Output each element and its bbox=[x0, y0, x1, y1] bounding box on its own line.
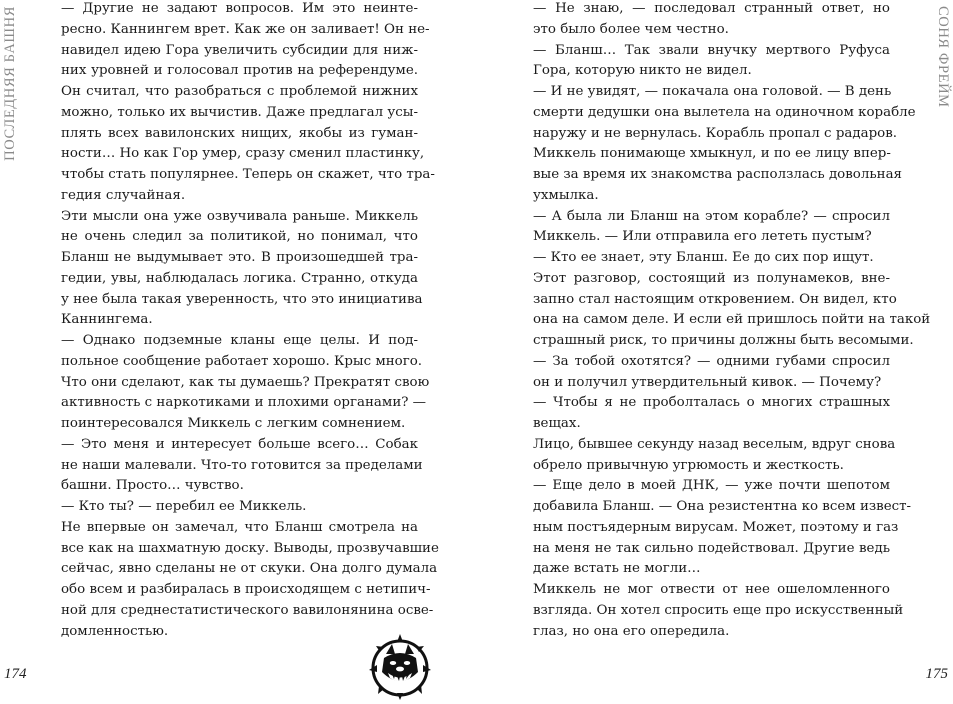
text-line: — Чтобы я не проболталась о многих страшных bbox=[533, 395, 890, 411]
text-line: запно стал настоящим откровением. Он видел, кто bbox=[533, 291, 897, 307]
text-line: Миккель. — Или отправила его лететь пустым? bbox=[533, 229, 872, 245]
running-head-book-title: ПОСЛЕДНЯЯ БАШНЯ bbox=[2, 6, 18, 161]
text-line: не наши малевали. Что-то готовится за пределами bbox=[61, 457, 423, 473]
text-line: активность с наркотиками и плохими органами? — bbox=[61, 395, 427, 411]
text-line: не очень следил за политикой, но понимал, что bbox=[61, 229, 418, 245]
text-line: можно, только их вычистив. Даже предлагал усы- bbox=[61, 104, 418, 120]
text-line: наружу и не вернулась. Корабль пропал с радаров. bbox=[533, 125, 898, 141]
right-page bbox=[477, 0, 953, 704]
text-line: поинтересовался Миккель с легким сомнением. bbox=[61, 416, 406, 431]
text-line: все как на шахматную доску. Выводы, прозвучавшие bbox=[61, 540, 439, 556]
text-line: Лицо, бывшее секунду назад веселым, вдруг снова bbox=[533, 436, 896, 452]
text-line: — И не увидят, — покачала она головой. — В день bbox=[533, 84, 892, 99]
text-line: чтобы стать популярнее. Теперь он скажет, что тра- bbox=[61, 167, 435, 182]
text-line: вещах. bbox=[533, 416, 581, 431]
text-line: добавила Бланш. — Она резистентна ко всем извест- bbox=[533, 499, 912, 514]
text-line: — Бланш… Так звали внучку мертвого Руфуса bbox=[533, 42, 890, 58]
text-line: Что они сделают, как ты думаешь? Прекратят свою bbox=[61, 374, 430, 390]
text-line: ресно. Каннингем врет. Как же он заливает! Он не- bbox=[61, 21, 430, 37]
text-line: Миккель не мог отвести от нее ошеломленного bbox=[533, 582, 890, 597]
text-line: — Это меня и интересует больше всего… Собак bbox=[61, 436, 418, 452]
right-page-body bbox=[533, 0, 931, 642]
text-line: — Однако подземные кланы еще целы. И под- bbox=[61, 333, 418, 348]
text-line: ности… Но как Гор умер, сразу сменил пластинку, bbox=[61, 146, 425, 162]
text-line: Этот разговор, состоящий из полунамеков, вне- bbox=[533, 270, 890, 286]
text-line: — А была ли Бланш на этом корабле? — спросил bbox=[533, 208, 890, 224]
text-line: ухмылка. bbox=[533, 187, 599, 203]
text-line: она на самом деле. И если ей пришлось пойти на такой bbox=[533, 312, 931, 328]
text-line: навидел идею Гора увеличить субсидии для ниж- bbox=[61, 42, 418, 58]
snarling-dog-emblem-icon bbox=[368, 632, 432, 700]
text-line: гедия случайная. bbox=[61, 187, 186, 203]
text-line: сейчас, явно сделаны не от скуки. Она долго думала bbox=[61, 561, 438, 577]
text-line: Миккель понимающе хмыкнул, и по ее лицу впер- bbox=[533, 146, 891, 162]
text-line: даже встать не могли… bbox=[533, 561, 701, 577]
page-number-right: 175 bbox=[925, 666, 948, 682]
text-line: у нее была такая уверенность, что это инициатива bbox=[61, 291, 423, 307]
text-line: вые за время их знакомства расползлась довольная bbox=[533, 167, 903, 182]
text-line: глаз, но она его опередила. bbox=[533, 623, 730, 639]
text-line: взгляда. Он хотел спросить еще про искусственный bbox=[533, 602, 904, 618]
left-page bbox=[0, 0, 476, 704]
text-line: смерти дедушки она вылетела на одиночном корабле bbox=[533, 104, 916, 120]
text-line: Гора, которую никто не видел. bbox=[533, 63, 752, 79]
text-line: башни. Просто… чувство. bbox=[61, 478, 244, 494]
left-page-body bbox=[61, 0, 439, 642]
text-line: польное сообщение работает хорошо. Крыс много. bbox=[61, 353, 423, 369]
text-line: это было более чем честно. bbox=[533, 21, 729, 37]
text-line: — Кто ты? — перебил ее Миккель. bbox=[61, 499, 307, 514]
running-head-author: СОНЯ ФРЕЙМ bbox=[935, 6, 951, 108]
text-line: Не впервые он замечал, что Бланш смотрела на bbox=[61, 519, 418, 535]
text-line: — Кто ее знает, эту Бланш. Ее до сих пор ищут. bbox=[533, 250, 874, 265]
text-line: гедии, увы, наблюдалась логика. Странно, откуда bbox=[61, 270, 418, 286]
page-number-left: 174 bbox=[4, 666, 27, 682]
text-line: Он считал, что разобраться с проблемой нижних bbox=[61, 84, 418, 99]
text-line: ным постъядерным вирусам. Может, поэтому и газ bbox=[533, 519, 899, 535]
text-line: обо всем и разбиралась в происходящем с нетипич- bbox=[61, 582, 431, 597]
text-line: обрело привычную угрюмость и жесткость. bbox=[533, 457, 844, 473]
text-line: — Еще дело в моей ДНК, — уже почти шепотом bbox=[533, 478, 890, 494]
text-line: них уровней и голосовал против на референдуме. bbox=[61, 63, 418, 79]
text-line: он и получил утвердительный кивок. — Почему? bbox=[533, 374, 882, 390]
text-line: — За тобой охотятся? — одними губами спросил bbox=[533, 353, 890, 369]
text-line: — Не знаю, — последовал странный ответ, но bbox=[533, 1, 890, 16]
text-line: на меня не так сильно подействовал. Другие ведь bbox=[533, 540, 890, 556]
text-line: Каннингема. bbox=[61, 312, 153, 328]
text-line: — Другие не задают вопросов. Им это неинте- bbox=[61, 1, 418, 16]
text-line: плять всех вавилонских нищих, якобы из гуман- bbox=[61, 125, 418, 141]
text-line: домленностью. bbox=[61, 623, 169, 639]
text-line: ной для среднестатистического вавилонянина осве- bbox=[61, 602, 434, 618]
text-line: Эти мысли она уже озвучивала раньше. Миккель bbox=[61, 208, 418, 224]
text-line: Бланш не выдумывает это. В произошедшей тра- bbox=[61, 250, 418, 265]
text-line: страшный риск, то причины должны быть весомыми. bbox=[533, 333, 914, 348]
